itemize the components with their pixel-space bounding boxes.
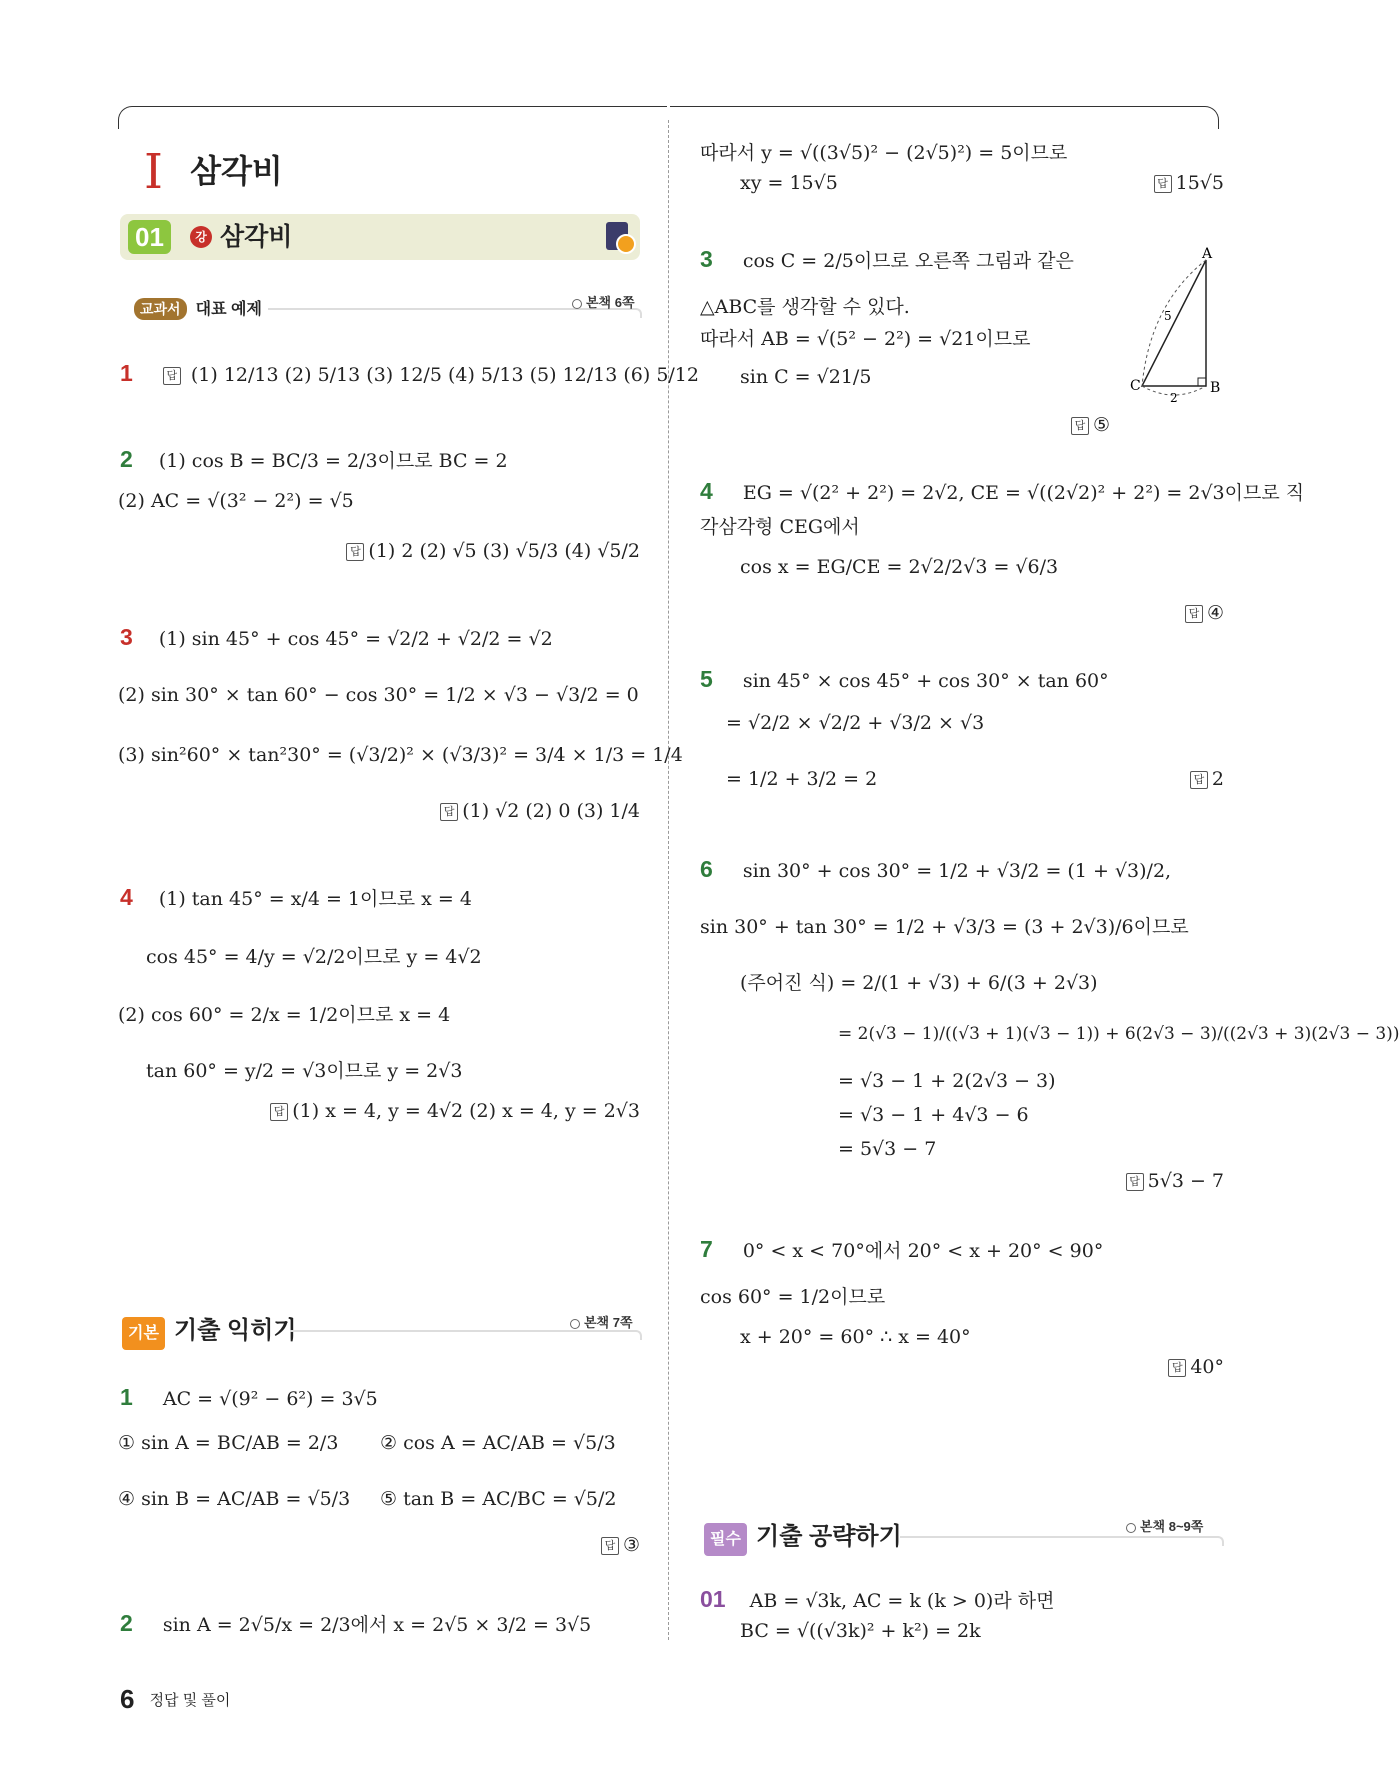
solution-text: 0° < x < 70°에서 20° < x + 20° < 90° — [742, 1240, 1104, 1262]
problem-3-answer — [300, 800, 640, 822]
section-title: 기출 익히기 — [174, 1317, 297, 1344]
section-tag: 교과서 — [134, 298, 187, 320]
answer-text: (1) 12/13 (2) 5/13 (3) 12/5 (4) 5/13 (5) 12/13 (6) 5/12 — [190, 364, 699, 386]
r-problem-5-answer — [1100, 768, 1224, 790]
r-problem-3-line-3: 따라서 AB = √(5² − 2²) = √21이므로 — [700, 328, 1031, 350]
r-problem-4-line-2: 각삼각형 CEG에서 — [700, 516, 860, 538]
basic-1-choice-1: ① sin A = BC/AB = 2/3 — [118, 1432, 339, 1454]
solution-text: (1) cos B = BC/3 = 2/3이므로 BC = 2 — [158, 450, 508, 472]
answer-icon: 답 — [1071, 417, 1089, 435]
right-column-frame — [670, 106, 1219, 129]
page-number: 6 — [120, 1684, 135, 1714]
answer-icon: 답 — [1168, 1359, 1186, 1377]
r-problem-3-answer — [1000, 414, 1110, 436]
answer-icon: 답 — [440, 803, 458, 821]
q-01-line-2: BC = √((√3k)² + k²) = 2k — [740, 1620, 981, 1642]
problem-number: 1 — [120, 1384, 133, 1410]
solution-text: sin A = 2√5/x = 2/3에서 x = 2√5 × 3/2 = 3√5 — [162, 1614, 592, 1636]
chapter-title: 삼각비 — [190, 153, 283, 189]
prev-solution-answer — [1000, 172, 1224, 194]
problem-3-line-2: (2) sin 30° × tan 60° − cos 30° = 1/2 × √3 − √3/2 = 0 — [118, 684, 639, 706]
solution-text: AB = √3k, AC = k (k > 0)라 하면 — [749, 1590, 1055, 1612]
lesson-number: 01 — [128, 220, 171, 254]
problem-number: 5 — [700, 666, 713, 692]
answer-icon: 답 — [1154, 175, 1172, 193]
r-problem-6-line-1 — [700, 856, 1171, 883]
vertex-c-label: C — [1130, 378, 1141, 394]
answer-text: (1) √2 (2) 0 (3) 1/4 — [462, 800, 640, 822]
solution-text: AC = √(9² − 6²) = 3√5 — [162, 1388, 378, 1410]
r-problem-6-line-2: sin 30° + tan 30° = 1/2 + √3/3 = (3 + 2√3)/6이므로 — [700, 916, 1189, 938]
problem-number: 4 — [700, 478, 713, 504]
answer-text: (1) x = 4, y = 4√2 (2) x = 4, y = 2√3 — [292, 1100, 640, 1122]
lesson-banner — [120, 214, 640, 260]
r-problem-7-line-2: cos 60° = 1/2이므로 — [700, 1286, 886, 1308]
r-problem-6-line-6: = √3 − 1 + 4√3 − 6 — [838, 1104, 1029, 1126]
r-problem-7-answer — [1100, 1356, 1224, 1378]
base-label: 2 — [1170, 391, 1178, 405]
answer-icon: 답 — [163, 364, 185, 386]
basic-2-line-1 — [120, 1610, 591, 1637]
section-header-essential — [704, 1516, 902, 1551]
problem-2-answer — [300, 540, 640, 562]
basic-1-answer — [500, 1534, 640, 1556]
vertex-a-label: A — [1202, 246, 1213, 262]
problem-4-line-2: cos 45° = 4/y = √2/2이므로 y = 4√2 — [146, 946, 482, 968]
problem-number: 3 — [700, 246, 713, 272]
answer-icon: 답 — [346, 543, 364, 561]
solution-text: sin 45° × cos 45° + cos 30° × tan 60° — [742, 670, 1109, 692]
solution-text: EG = √(2² + 2²) = 2√2, CE = √((2√2)² + 2²) = 2√3이므로 직 — [742, 482, 1305, 504]
r-problem-4-line-3: cos x = EG/CE = 2√2/2√3 = √6/3 — [740, 556, 1059, 578]
problem-number: 6 — [700, 856, 713, 882]
solution-text: (1) sin 45° + cos 45° = √2/2 + √2/2 = √2 — [158, 628, 553, 650]
section-header-basic — [122, 1310, 297, 1345]
basic-1-choice-2: ② cos A = AC/AB = √5/3 — [380, 1432, 616, 1454]
problem-3-line-1 — [120, 624, 553, 651]
right-angle-mark — [1198, 378, 1206, 386]
lesson-badge: 강 — [190, 226, 212, 248]
clock-icon — [616, 234, 636, 254]
triangle-figure — [1130, 244, 1230, 404]
problem-number: 7 — [700, 1236, 713, 1262]
section-tag: 필수 — [704, 1523, 747, 1556]
problem-number: 01 — [700, 1586, 726, 1612]
answer-icon: 답 — [270, 1103, 288, 1121]
problem-number: 1 — [120, 360, 133, 386]
r-problem-4-line-1 — [700, 478, 1304, 505]
answer-icon: 답 — [601, 1537, 619, 1555]
section-title: 기출 공략하기 — [756, 1523, 902, 1550]
problem-2-line-2: (2) AC = √(3² − 2²) = √5 — [118, 490, 354, 512]
page-footer — [120, 1684, 230, 1715]
q-01-line-1 — [700, 1586, 1054, 1613]
footer-label: 정답 및 풀이 — [149, 1692, 231, 1709]
answer-icon: 답 — [1185, 605, 1203, 623]
chapter-heading — [144, 144, 564, 200]
problem-4-line-4: tan 60° = y/2 = √3이므로 y = 2√3 — [146, 1060, 463, 1082]
problem-3-line-3: (3) sin²60° × tan²30° = (√3/2)² × (√3/3)² = 3/4 × 1/3 = 1/4 — [118, 744, 683, 766]
answer-text: 15√5 — [1175, 172, 1224, 194]
answer-text: ④ — [1206, 602, 1224, 624]
problem-number: 2 — [120, 1610, 133, 1636]
problem-number: 3 — [120, 624, 133, 650]
r-problem-5-line-3: = 1/2 + 3/2 = 2 — [726, 768, 878, 790]
section-tag: 기본 — [122, 1317, 165, 1350]
solution-text: (1) tan 45° = x/4 = 1이므로 x = 4 — [158, 888, 472, 910]
r-problem-3-line-1 — [700, 246, 1074, 273]
r-problem-6-line-5: = √3 − 1 + 2(2√3 − 3) — [838, 1070, 1056, 1092]
prev-solution-line-2: xy = 15√5 — [740, 172, 838, 194]
basic-1-choice-4: ④ sin B = AC/AB = √5/3 — [118, 1488, 351, 1510]
vertex-b-label: B — [1210, 380, 1221, 396]
r-problem-7-line-3: x + 20° = 60° ∴ x = 40° — [740, 1326, 971, 1348]
prev-solution-line-1: 따라서 y = √((3√5)² − (2√5)²) = 5이므로 — [700, 142, 1068, 164]
answer-text: 5√3 − 7 — [1147, 1170, 1224, 1192]
r-problem-6-line-4: = 2(√3 − 1)/((√3 + 1)(√3 − 1)) + 6(2√3 − 3)/((2√3 + 3)(2√3 − 3)) — [838, 1024, 1399, 1044]
problem-2-line-1 — [120, 446, 508, 473]
book-clock-icon — [606, 222, 628, 250]
answer-text: 2 — [1211, 768, 1224, 790]
book-page-ref: 본책 6쪽 — [572, 292, 635, 311]
chapter-numeral: I — [144, 144, 163, 200]
answer-icon: 답 — [1190, 771, 1208, 789]
basic-1-line-1 — [120, 1384, 378, 1411]
answer-text: ③ — [622, 1534, 640, 1556]
r-problem-6-line-7: = 5√3 − 7 — [838, 1138, 937, 1160]
section-underline — [900, 1536, 1224, 1546]
solution-text: cos C = 2/5이므로 오른쪽 그림과 같은 — [742, 250, 1074, 272]
hypotenuse-label: 5 — [1164, 309, 1172, 323]
r-problem-6-line-3: (주어진 식) = 2/(1 + √3) + 6/(3 + 2√3) — [740, 972, 1098, 994]
left-column-frame — [118, 106, 667, 129]
column-divider — [668, 120, 669, 1640]
solution-text: sin 30° + cos 30° = 1/2 + √3/2 = (1 + √3)/2, — [742, 860, 1172, 882]
answer-icon: 답 — [1126, 1173, 1144, 1191]
answer-text: ⑤ — [1092, 414, 1110, 436]
section-title: 대표 예제 — [195, 301, 262, 318]
problem-4-answer — [250, 1100, 640, 1122]
section-header-textbook — [134, 296, 262, 319]
r-problem-6-answer — [1040, 1170, 1224, 1192]
triangle-abc — [1142, 260, 1206, 386]
answer-text: 40° — [1190, 1356, 1224, 1378]
book-page-ref: 본책 8~9쪽 — [1126, 1516, 1203, 1535]
book-page-ref: 본책 7쪽 — [570, 1312, 633, 1331]
problem-number: 4 — [120, 884, 133, 910]
section-underline — [290, 1330, 642, 1340]
lesson-title: 삼각비 — [220, 223, 293, 251]
problem-number: 2 — [120, 446, 133, 472]
r-problem-4-answer — [1100, 602, 1224, 624]
r-problem-5-line-2: = √2/2 × √2/2 + √3/2 × √3 — [726, 712, 985, 734]
problem-1 — [120, 360, 699, 387]
basic-1-choice-5: ⑤ tan B = AC/BC = √5/2 — [380, 1488, 617, 1510]
answer-text: (1) 2 (2) √5 (3) √5/3 (4) √5/2 — [368, 540, 640, 562]
problem-4-line-1 — [120, 884, 472, 911]
r-problem-3-line-2: △ABC를 생각할 수 있다. — [700, 296, 910, 318]
r-problem-3-line-4: sin C = √21/5 — [740, 366, 872, 388]
problem-4-line-3: (2) cos 60° = 2/x = 1/2이므로 x = 4 — [118, 1004, 451, 1026]
r-problem-7-line-1 — [700, 1236, 1103, 1263]
r-problem-5-line-1 — [700, 666, 1109, 693]
